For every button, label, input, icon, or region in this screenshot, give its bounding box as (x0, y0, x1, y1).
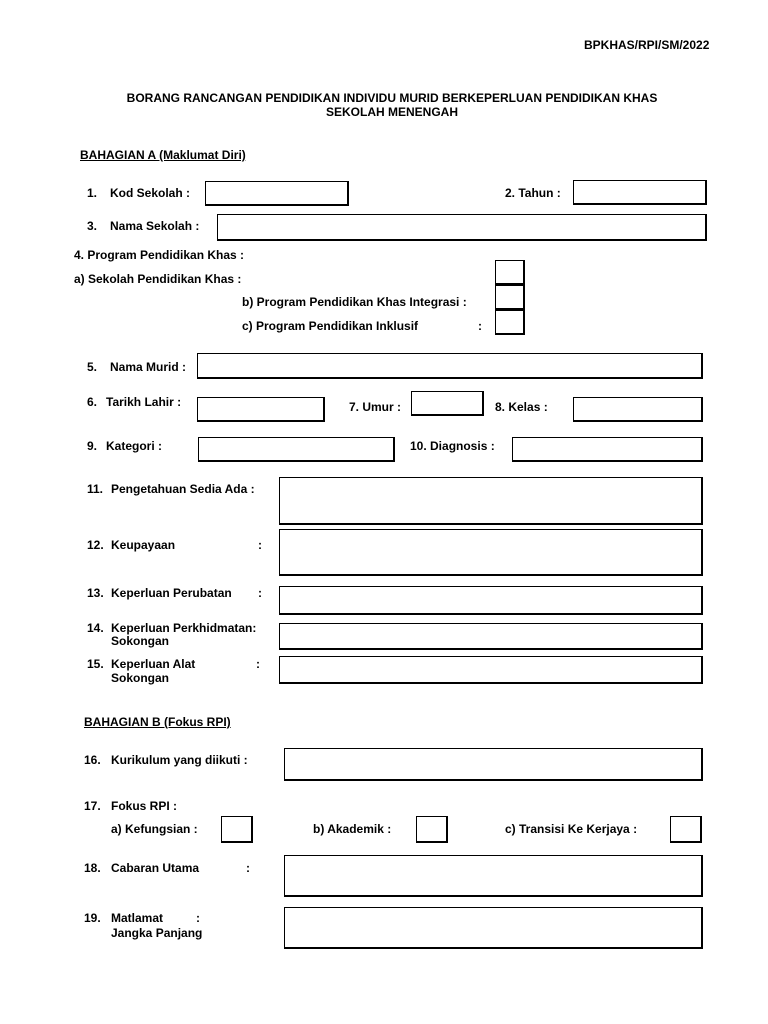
nama-sekolah-field[interactable] (217, 214, 707, 241)
program-integrasi-label: b) Program Pendidikan Khas Integrasi : (242, 295, 467, 309)
kategori-label: Kategori : (106, 439, 163, 453)
cabaran-utama-field[interactable] (284, 855, 703, 897)
nama-murid-label: Nama Murid : (110, 360, 187, 374)
umur-label: 7. Umur : (349, 400, 402, 414)
program-inklusif-checkbox[interactable] (495, 310, 525, 335)
field-13-number: 13. (87, 586, 104, 600)
transisi-ke-kerjaya-checkbox[interactable] (670, 816, 702, 843)
section-b-heading: BAHAGIAN B (Fokus RPI) (84, 715, 231, 729)
document-code: BPKHAS/RPI/SM/2022 (584, 38, 710, 52)
diagnosis-label: 10. Diagnosis : (410, 439, 495, 453)
tarikh-lahir-label: Tarikh Lahir : (106, 395, 182, 409)
keperluan-alat-colon: : (256, 657, 260, 671)
sekolah-pendidikan-khas-checkbox[interactable] (495, 260, 525, 285)
matlamat-label-line-2: Jangka Panjang (111, 926, 203, 940)
keperluan-alat-field[interactable] (279, 656, 703, 684)
akademik-label: b) Akademik : (313, 822, 392, 836)
keupayaan-field[interactable] (279, 529, 703, 576)
matlamat-colon: : (196, 911, 200, 925)
diagnosis-field[interactable] (512, 437, 703, 462)
field-11-number: 11. (87, 482, 104, 496)
nama-murid-field[interactable] (197, 353, 703, 379)
program-pendidikan-khas-label: 4. Program Pendidikan Khas : (74, 248, 245, 262)
keperluan-perubatan-field[interactable] (279, 586, 703, 615)
program-inklusif-colon: : (478, 319, 482, 333)
fokus-rpi-label: Fokus RPI : (111, 799, 178, 813)
kefungsian-checkbox[interactable] (221, 816, 253, 843)
field-16-number: 16. (84, 753, 101, 767)
nama-sekolah-label: Nama Sekolah : (110, 219, 200, 233)
tahun-label: 2. Tahun : (505, 186, 561, 200)
matlamat-jangka-panjang-field[interactable] (284, 907, 703, 949)
keperluan-alat-label: Keperluan Alat (111, 657, 196, 671)
keupayaan-colon: : (258, 538, 262, 552)
kelas-field[interactable] (573, 397, 703, 422)
form-title-line-2: SEKOLAH MENENGAH (325, 105, 458, 119)
umur-field[interactable] (411, 391, 484, 416)
keperluan-perkhidmatan-field[interactable] (279, 623, 703, 650)
field-5-number: 5. (87, 360, 98, 374)
form-title-line-1: BORANG RANCANGAN PENDIDIKAN INDIVIDU MURID BERKEPERLUAN PENDIDIKAN KHAS (126, 91, 658, 105)
sekolah-pendidikan-khas-label: a) Sekolah Pendidikan Khas : (74, 272, 242, 286)
pengetahuan-sedia-ada-label: Pengetahuan Sedia Ada : (111, 482, 255, 496)
keperluan-alat-label-line-2: Sokongan (111, 671, 170, 685)
field-14-number: 14. (87, 621, 104, 635)
transisi-ke-kerjaya-label: c) Transisi Ke Kerjaya : (505, 822, 638, 836)
kod-sekolah-field[interactable] (205, 181, 349, 206)
field-3-number: 3. (87, 219, 98, 233)
cabaran-utama-label: Cabaran Utama (111, 861, 200, 875)
program-integrasi-checkbox[interactable] (495, 285, 525, 310)
field-9-number: 9. (87, 439, 98, 453)
field-12-number: 12. (87, 538, 104, 552)
kategori-field[interactable] (198, 437, 395, 462)
keperluan-perkhidmatan-label: Keperluan Perkhidmatan: (111, 621, 257, 635)
keperluan-perubatan-label: Keperluan Perubatan (111, 586, 232, 600)
kod-sekolah-label: Kod Sekolah : (110, 186, 191, 200)
pengetahuan-sedia-ada-field[interactable] (279, 477, 703, 525)
kelas-label: 8. Kelas : (495, 400, 548, 414)
kurikulum-field[interactable] (284, 748, 703, 781)
field-19-number: 19. (84, 911, 101, 925)
kurikulum-label: Kurikulum yang diikuti : (111, 753, 248, 767)
field-17-number: 17. (84, 799, 101, 813)
tarikh-lahir-field[interactable] (197, 397, 325, 422)
tahun-field[interactable] (573, 180, 707, 205)
keperluan-perubatan-colon: : (258, 586, 262, 600)
field-15-number: 15. (87, 657, 104, 671)
field-1-number: 1. (87, 186, 98, 200)
keupayaan-label: Keupayaan (111, 538, 176, 552)
program-inklusif-label: c) Program Pendidikan Inklusif (242, 319, 419, 333)
field-6-number: 6. (87, 395, 98, 409)
keperluan-perkhidmatan-label-line-2: Sokongan (111, 634, 170, 648)
cabaran-utama-colon: : (246, 861, 250, 875)
kefungsian-label: a) Kefungsian : (111, 822, 198, 836)
matlamat-label: Matlamat (111, 911, 164, 925)
akademik-checkbox[interactable] (416, 816, 448, 843)
section-a-heading: BAHAGIAN A (Maklumat Diri) (80, 148, 246, 162)
field-18-number: 18. (84, 861, 101, 875)
